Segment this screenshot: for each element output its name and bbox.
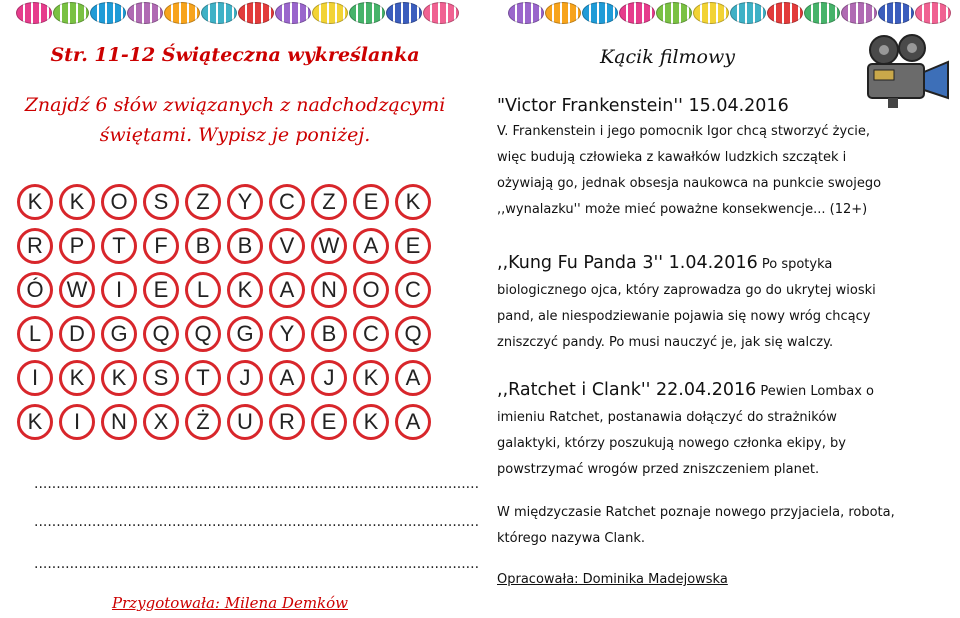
grid-cell[interactable] xyxy=(14,224,56,268)
grid-cell[interactable] xyxy=(224,224,266,268)
easter-egg-icon xyxy=(90,2,126,24)
grid-cell[interactable] xyxy=(98,268,140,312)
movie-1-line-2: więc budują człowieka z kawałków ludzkich szczątek i xyxy=(497,150,847,165)
movie-1-line-1: V. Frankenstein i jego pomocnik Igor chcą stworzyć życie, xyxy=(497,124,871,139)
easter-egg-icon xyxy=(127,2,163,24)
grid-cell[interactable] xyxy=(350,312,392,356)
grid-cell[interactable] xyxy=(224,312,266,356)
movie-2 xyxy=(497,250,952,356)
grid-letter: U xyxy=(227,404,263,440)
grid-letter: K xyxy=(17,184,53,220)
movie-2-line-1: biologicznego ojca, który zaprowadza go do ukrytej wioski xyxy=(497,283,876,298)
extra-paragraph xyxy=(497,500,952,552)
grid-letter: Q xyxy=(395,316,431,352)
easter-egg-icon xyxy=(201,2,237,24)
movie-2-heading-line xyxy=(497,250,952,278)
movie-1-line-3: ożywiają go, jednak obsesja naukowca na punkcie swojego xyxy=(497,176,882,191)
grid-cell[interactable] xyxy=(350,356,392,400)
grid-letter: E xyxy=(311,404,347,440)
grid-cell[interactable] xyxy=(392,312,434,356)
grid-letter: W xyxy=(59,272,95,308)
grid-cell[interactable] xyxy=(98,356,140,400)
grid-cell[interactable] xyxy=(308,224,350,268)
easter-egg-icon xyxy=(841,2,877,24)
easter-egg-icon xyxy=(915,2,951,24)
grid-letter: A xyxy=(395,404,431,440)
easter-egg-icon xyxy=(693,2,729,24)
grid-cell[interactable] xyxy=(308,312,350,356)
grid-cell[interactable] xyxy=(350,180,392,224)
grid-letter: Ż xyxy=(185,404,221,440)
movie-1-title: "Victor Frankenstein'' 15.04.2016 xyxy=(497,96,789,116)
grid-cell[interactable] xyxy=(224,400,266,444)
grid-cell[interactable] xyxy=(224,356,266,400)
grid-letter: T xyxy=(185,360,221,396)
grid-letter: C xyxy=(353,316,389,352)
grid-cell[interactable] xyxy=(14,400,56,444)
grid-letter: K xyxy=(17,404,53,440)
grid-cell[interactable] xyxy=(56,356,98,400)
answer-line-1[interactable]: .................................................................................................... xyxy=(34,476,480,492)
movie-2-line-2: pand, ale niespodziewanie pojawia się nowy wróg chcący xyxy=(497,309,871,324)
grid-cell[interactable] xyxy=(392,180,434,224)
movie-3-lead: Pewien Lombax o xyxy=(760,384,874,399)
grid-cell[interactable] xyxy=(392,268,434,312)
grid-cell[interactable] xyxy=(350,268,392,312)
grid-cell[interactable] xyxy=(182,400,224,444)
instruction-line-2: świętami. Wypisz je poniżej. xyxy=(99,124,371,146)
grid-letter: O xyxy=(353,272,389,308)
grid-letter: G xyxy=(227,316,263,352)
movie-2-lead: Po spotyka xyxy=(761,257,833,272)
easter-egg-icon xyxy=(164,2,200,24)
grid-cell[interactable] xyxy=(392,356,434,400)
grid-cell[interactable] xyxy=(266,312,308,356)
grid-cell[interactable] xyxy=(266,268,308,312)
easter-egg-icon xyxy=(730,2,766,24)
grid-letter: K xyxy=(353,360,389,396)
grid-letter: Z xyxy=(311,184,347,220)
prepared-by-right: Opracowała: Dominika Madejowska xyxy=(497,572,728,587)
puzzle-title: Str. 11-12 Świąteczna wykreślanka xyxy=(50,44,420,66)
grid-letter: A xyxy=(353,228,389,264)
grid-letter: Ó xyxy=(17,272,53,308)
grid-letter: Y xyxy=(269,316,305,352)
grid-cell[interactable] xyxy=(140,224,182,268)
grid-letter: K xyxy=(59,184,95,220)
easter-egg-icon xyxy=(656,2,692,24)
easter-egg-icon xyxy=(582,2,618,24)
grid-letter: R xyxy=(17,228,53,264)
grid-letter: J xyxy=(311,360,347,396)
grid-cell[interactable] xyxy=(350,400,392,444)
grid-cell[interactable] xyxy=(14,312,56,356)
grid-letter: B xyxy=(227,228,263,264)
movie-3-line-1: imieniu Ratchet, postanawia dołączyć do strażników xyxy=(497,410,837,425)
grid-letter: I xyxy=(59,404,95,440)
grid-letter: J xyxy=(227,360,263,396)
grid-letter: I xyxy=(17,360,53,396)
easter-egg-icon xyxy=(16,2,52,24)
grid-letter: A xyxy=(269,360,305,396)
easter-egg-icon xyxy=(804,2,840,24)
extra-line-1: W międzyczasie Ratchet poznaje nowego przyjaciela, robota, xyxy=(497,505,895,520)
grid-cell[interactable] xyxy=(14,268,56,312)
grid-letter: B xyxy=(311,316,347,352)
movie-3-line-3: powstrzymać wrogów przed zniszczeniem planet. xyxy=(497,462,820,477)
grid-cell[interactable] xyxy=(224,180,266,224)
grid-letter: B xyxy=(185,228,221,264)
grid-cell[interactable] xyxy=(266,180,308,224)
easter-egg-icon xyxy=(619,2,655,24)
grid-letter: Y xyxy=(227,184,263,220)
grid-letter: Q xyxy=(185,316,221,352)
instruction-line-1: Znajdź 6 słów związanych z nadchodzącymi xyxy=(24,94,446,116)
easter-eggs-decoration-left xyxy=(16,2,460,26)
extra-line-2: którego nazywa Clank. xyxy=(497,531,645,546)
grid-cell[interactable] xyxy=(392,224,434,268)
grid-letter: W xyxy=(311,228,347,264)
grid-letter: X xyxy=(143,404,179,440)
grid-letter: A xyxy=(395,360,431,396)
grid-letter: V xyxy=(269,228,305,264)
easter-egg-icon xyxy=(423,2,459,24)
grid-cell[interactable] xyxy=(98,400,140,444)
grid-letter: I xyxy=(101,272,137,308)
grid-letter: P xyxy=(59,228,95,264)
grid-cell[interactable] xyxy=(56,400,98,444)
grid-letter: O xyxy=(101,184,137,220)
puzzle-instruction xyxy=(0,90,470,150)
answer-line-3[interactable]: .................................................................................................... xyxy=(34,556,480,572)
grid-letter: C xyxy=(395,272,431,308)
grid-cell[interactable] xyxy=(182,312,224,356)
grid-letter: L xyxy=(17,316,53,352)
grid-cell[interactable] xyxy=(392,400,434,444)
grid-letter: G xyxy=(101,316,137,352)
grid-cell[interactable] xyxy=(308,356,350,400)
grid-letter: S xyxy=(143,360,179,396)
grid-letter: K xyxy=(59,360,95,396)
grid-cell[interactable] xyxy=(308,268,350,312)
grid-cell[interactable] xyxy=(224,268,266,312)
grid-letter: R xyxy=(269,404,305,440)
grid-letter: K xyxy=(395,184,431,220)
grid-letter: K xyxy=(227,272,263,308)
grid-cell[interactable] xyxy=(140,180,182,224)
easter-egg-icon xyxy=(386,2,422,24)
grid-cell[interactable] xyxy=(308,400,350,444)
word-search-grid xyxy=(14,180,434,444)
movie-3-title: ,,Ratchet i Clank'' 22.04.2016 xyxy=(497,380,757,400)
easter-egg-icon xyxy=(53,2,89,24)
grid-cell[interactable] xyxy=(266,356,308,400)
grid-letter: K xyxy=(101,360,137,396)
movie-2-line-3: zniszczyć pandy. Po musi nauczyć je, jak się walczy. xyxy=(497,335,834,350)
grid-cell[interactable] xyxy=(56,180,98,224)
grid-letter: N xyxy=(101,404,137,440)
easter-egg-icon xyxy=(238,2,274,24)
easter-egg-icon xyxy=(349,2,385,24)
grid-cell[interactable] xyxy=(140,400,182,444)
grid-letter: Q xyxy=(143,316,179,352)
grid-cell[interactable] xyxy=(308,180,350,224)
easter-egg-icon xyxy=(878,2,914,24)
movie-3 xyxy=(497,377,952,483)
grid-cell[interactable] xyxy=(140,312,182,356)
grid-cell[interactable] xyxy=(98,180,140,224)
grid-cell[interactable] xyxy=(266,400,308,444)
grid-cell[interactable] xyxy=(56,224,98,268)
movie-3-line-2: galaktyki, którzy poszukują nowego członka ekipy, by xyxy=(497,436,846,451)
grid-cell[interactable] xyxy=(14,356,56,400)
movie-2-title: ,,Kung Fu Panda 3'' 1.04.2016 xyxy=(497,253,758,273)
grid-cell[interactable] xyxy=(56,312,98,356)
grid-letter: E xyxy=(353,184,389,220)
grid-cell[interactable] xyxy=(14,180,56,224)
easter-egg-icon xyxy=(508,2,544,24)
grid-letter: A xyxy=(269,272,305,308)
grid-letter: D xyxy=(59,316,95,352)
movie-3-heading-line xyxy=(497,377,952,405)
grid-letter: L xyxy=(185,272,221,308)
grid-cell[interactable] xyxy=(182,224,224,268)
grid-cell[interactable] xyxy=(350,224,392,268)
grid-cell[interactable] xyxy=(182,268,224,312)
grid-letter: E xyxy=(395,228,431,264)
grid-letter: T xyxy=(101,228,137,264)
easter-egg-icon xyxy=(545,2,581,24)
easter-eggs-decoration-right xyxy=(508,2,952,26)
movie-1 xyxy=(497,93,952,223)
movie-1-line-4: ,,wynalazku'' może mieć poważne konsekwencje... (12+) xyxy=(497,202,868,217)
easter-egg-icon xyxy=(275,2,311,24)
grid-letter: K xyxy=(353,404,389,440)
grid-cell[interactable] xyxy=(266,224,308,268)
grid-letter: C xyxy=(269,184,305,220)
prepared-by-left: Przygotowała: Milena Demków xyxy=(111,594,349,612)
grid-cell[interactable] xyxy=(56,268,98,312)
answer-line-2[interactable]: .................................................................................................... xyxy=(34,514,480,530)
easter-egg-icon xyxy=(312,2,348,24)
grid-cell[interactable] xyxy=(182,356,224,400)
grid-letter: S xyxy=(143,184,179,220)
grid-letter: E xyxy=(143,272,179,308)
easter-egg-icon xyxy=(767,2,803,24)
grid-letter: N xyxy=(311,272,347,308)
grid-cell[interactable] xyxy=(98,312,140,356)
grid-cell[interactable] xyxy=(182,180,224,224)
grid-cell[interactable] xyxy=(140,356,182,400)
grid-cell[interactable] xyxy=(140,268,182,312)
grid-letter: Z xyxy=(185,184,221,220)
grid-cell[interactable] xyxy=(98,224,140,268)
film-corner-title: Kącik filmowy xyxy=(600,46,735,68)
grid-letter: F xyxy=(143,228,179,264)
